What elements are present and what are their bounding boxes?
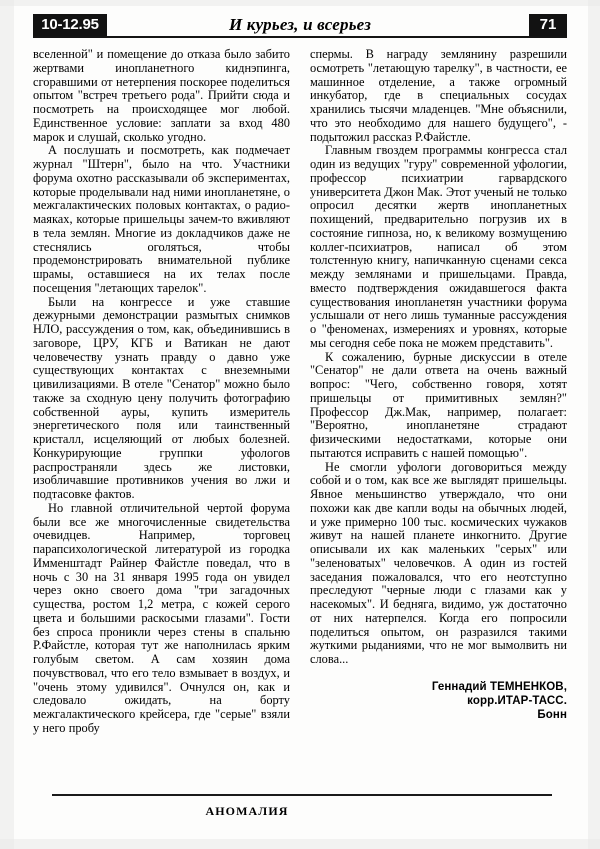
- column-right: [310, 48, 567, 783]
- paragraph: вселенной" и помещение до отказа было забито жертвами инопланетного киднэпинга, сгоравшими от нетерпения поскорее поделиться опытом "встреч третьего рода". Прийти сюда и посмотреть на происходящее мог любой. Единственное условие: заплати за вход 480 марок и слушай, сколько угодно.: [33, 47, 290, 144]
- signature-author: Геннадий ТЕМНЕНКОВ,: [431, 680, 567, 693]
- scan-edge-right: [588, 0, 600, 849]
- header-divider: [33, 36, 567, 38]
- column-left: [33, 48, 290, 783]
- paragraph: Но главной отличительной чертой форума были все же многочисленные свидетельства очевидцев. Например, торговец парапсихологической литературой из городка Имменштадт Райнер Файстле поведал, что в ночь с 30 на 31 января 1995 года он увидел через окно своего дома "три загадочных существа, ростом 1,2 метра, с кожей серого цвета и большими раскосыми глазами". Гости без спроса проникли через стены в спальню Р.Файстле, которая тут же наполнилась ярким голубым светом. А сам хозяин дома почувствовал, что его тело взмывает в воздух, и "очень этому удивился". Очнулся он, как и следовало ожидать, на борту межгалактического крейсера, где "серые" взяли у него пробу: [33, 500, 290, 735]
- page-footer: [52, 794, 552, 819]
- section-title: И курьез, и всерьез: [228, 15, 372, 34]
- article-body: [33, 48, 567, 783]
- article-signature: [310, 680, 567, 722]
- signature-city: Бонн: [537, 708, 567, 721]
- scan-edge-bottom: [0, 839, 600, 849]
- issue-date-badge: 10-12.95: [33, 14, 107, 36]
- page-header: [33, 14, 567, 40]
- paragraph: Были на конгрессе и уже ставшие дежурными демонстрации размытых снимков НЛО, рассуждения о том, как, объединившись в заговоре, ЦРУ, КГБ и Ватикан не дают человечеству узнать правду о давно уже существующих контактах с внеземными цивилизациями. В отеле "Сенатор" можно было также за сходную цену получить фотографию собственной ауры, купить измеритель энергетического поля или таинственный кристалл, исцеляющий от любых болезней. Конкурирующие группки уфологов распространяли здесь же листовки, изобличавшие противников учения во лжи и подтасовке фактов.: [33, 294, 290, 501]
- scan-edge-left: [0, 0, 14, 849]
- paragraph: А послушать и посмотреть, как подмечает журнал "Штерн", было на что. Участники форума охотно рассказывали об экспериментах, которые проделывали над ними инопланетяне, о межгалактических половых контактах, о радио-маяках, которые пришельцы зачем-то вживляют в тела землян. Многие из докладчиков даже не стеснялись оголяться, чтобы продемонстрировать внимательной публике шрамы, оставшиеся на их телах после посещения "летающих тарелок".: [33, 143, 290, 295]
- signature-affiliation: корр.ИТАР-ТАСС.: [467, 694, 567, 707]
- paragraph: спермы. В награду землянину разрешили осмотреть "летающую тарелку", в частности, ее машинное отделение, а также огромный инкубатор, где в специальных сосудах хранились тысячи младенцев. "Мне объяснили, что это необходимо для нашего будущего", - подытожил рассказ Р.Файстле.: [310, 47, 567, 144]
- paragraph: К сожалению, бурные дискуссии в отеле "Сенатор" не дали ответа на очень важный вопрос: "Чего, собственно говоря, хотят пришельцы от примитивных землян?" Профессор Дж.Мак, например, полагает: "Вероятно, инопланетяне страдают физическими недостатками, которые они пытаются исправить с нашей помощью".: [310, 349, 567, 460]
- page-number-badge: 71: [529, 14, 567, 36]
- paragraph: Главным гвоздем программы конгресса стал один из ведущих "гуру" современной уфологии, профессор психиатрии гарвардского университета Джон Мак. Этот ученый не только опросил десятки жертв инопланетных похищений, предварительно погрузив их в состояние гипноза, но, к великому возмущению коллег-психиатров, написал об этом толстенную книгу, напичканную сценами секса между землянами и пришельцами. Правда, вместо подтверждения ожидавшегося факта существования инопланетян участники форума услышали от него лишь туманные рассуждения о "феноменах, измерениях и уровнях, которые мы сегодня себе пока не можем представить".: [310, 143, 567, 350]
- footer-divider: [52, 794, 552, 796]
- publication-name: АНОМАЛИЯ: [205, 804, 289, 818]
- scan-edge-top: [0, 0, 600, 6]
- paragraph: Не смогли уфологи договориться между собой и о том, как все же выглядят пришельцы. Явное меньшинство утверждало, что они похожи как две капли воды на обычных людей, и уже примерно 100 тыс. космических чужаков живут на нашей планете инкогнито. Другие описывали их как маленьких "серых" или "зеленоватых" человечков. А один из гостей заседания пожаловался, что его неотступно преследуют "черные люди с глазами как у насекомых". И бедняга, видимо, уж достаточно от них натерпелся. Когда его попросили поделиться опытом, он разразился такими жуткими рыданиями, что не мог вымолвить ни слова...: [310, 459, 567, 666]
